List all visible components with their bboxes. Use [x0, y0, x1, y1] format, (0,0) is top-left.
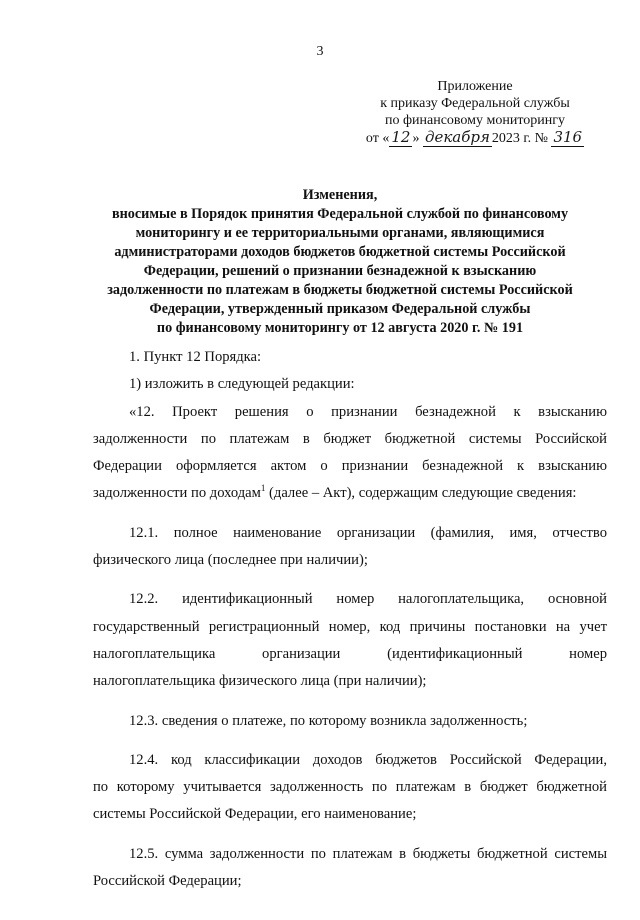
annex-header [355, 78, 595, 147]
paragraph-line: «12. Проект решения о признании безнадежной к взысканию [129, 403, 607, 420]
paragraph-text: задолженности по доходам [93, 485, 261, 502]
paragraph-subitem-1: 1) изложить в следующей редакции: [129, 376, 355, 393]
paragraph-line: 12.3. сведения о платеже, по которому возникла задолженность; [129, 712, 528, 729]
page-number: 3 [316, 44, 324, 59]
annex-line-2: к приказу Федеральной службы [380, 96, 570, 111]
paragraph-line: Российской Федерации; [93, 873, 242, 890]
paragraph-line: Федерации оформляется актом о признании безнадежной к взысканию [93, 458, 607, 475]
annex-date-line [355, 129, 595, 147]
annex-line-1: Приложение [437, 79, 513, 94]
title-line: вносимые в Порядок принятия Федеральной службой по финансовому [111, 206, 569, 222]
document-title [80, 186, 600, 338]
document-body [93, 344, 607, 895]
paragraph-item-1: 1. Пункт 12 Порядка: [129, 349, 262, 365]
paragraph-line: налогоплательщика организации (идентификационный номер [93, 645, 607, 662]
paragraph-line: государственный регистрационный номер, код причины постановки на учет [93, 618, 607, 635]
date-mid: » [412, 131, 420, 146]
handwritten-day: 12 [391, 128, 411, 146]
date-prefix: от « [365, 131, 390, 146]
title-line: задолженности по платежам в бюджеты бюджетной системы Российской [107, 282, 573, 298]
title-line: Федерации, утвержденный приказом Федеральной службы [149, 301, 531, 317]
handwritten-order-number: 316 [553, 128, 583, 146]
title-line: по финансовому мониторингу от 12 августа 2020 г. № 191 [156, 320, 524, 336]
paragraph-line: 12.5. сумма задолженности по платежам в бюджеты бюджетной системы [129, 845, 607, 862]
paragraph-line: физического лица (последнее при наличии); [93, 552, 368, 569]
footnote-marker: 1 [260, 483, 266, 494]
paragraph-line: по которому учитывается задолженность по платежам в бюджет бюджетной [93, 779, 607, 796]
title-line: Федерации, решений о признании безнадежной к взысканию [143, 263, 537, 279]
handwritten-month: декабря [424, 128, 490, 146]
paragraph-text: (далее – Акт), содержащим следующие сведения: [265, 485, 577, 502]
paragraph-line: налогоплательщика физического лица (при наличии); [93, 673, 427, 690]
paragraph-line: 12.4. код классификации доходов бюджетов Российской Федерации, [129, 751, 607, 768]
year-text: 2023 г. № [491, 131, 548, 146]
title-line: администраторами доходов бюджетов бюджетной системы Российской [114, 244, 566, 260]
paragraph-line: 12.1. полное наименование организации (фамилия, имя, отчество [129, 524, 607, 541]
title-line: мониторингу и ее территориальными органами, являющимися [135, 225, 545, 241]
annex-line-3: по финансовому мониторингу [384, 113, 566, 128]
title-line: Изменения, [302, 187, 378, 203]
paragraph-line: 12.2. идентификационный номер налогоплательщика, основной [129, 591, 607, 608]
paragraph-line: системы Российской Федерации, его наименование; [93, 806, 417, 823]
paragraph-line [93, 480, 607, 507]
paragraph-line: задолженности по платежам в бюджет бюджетной системы Российской [93, 430, 607, 447]
